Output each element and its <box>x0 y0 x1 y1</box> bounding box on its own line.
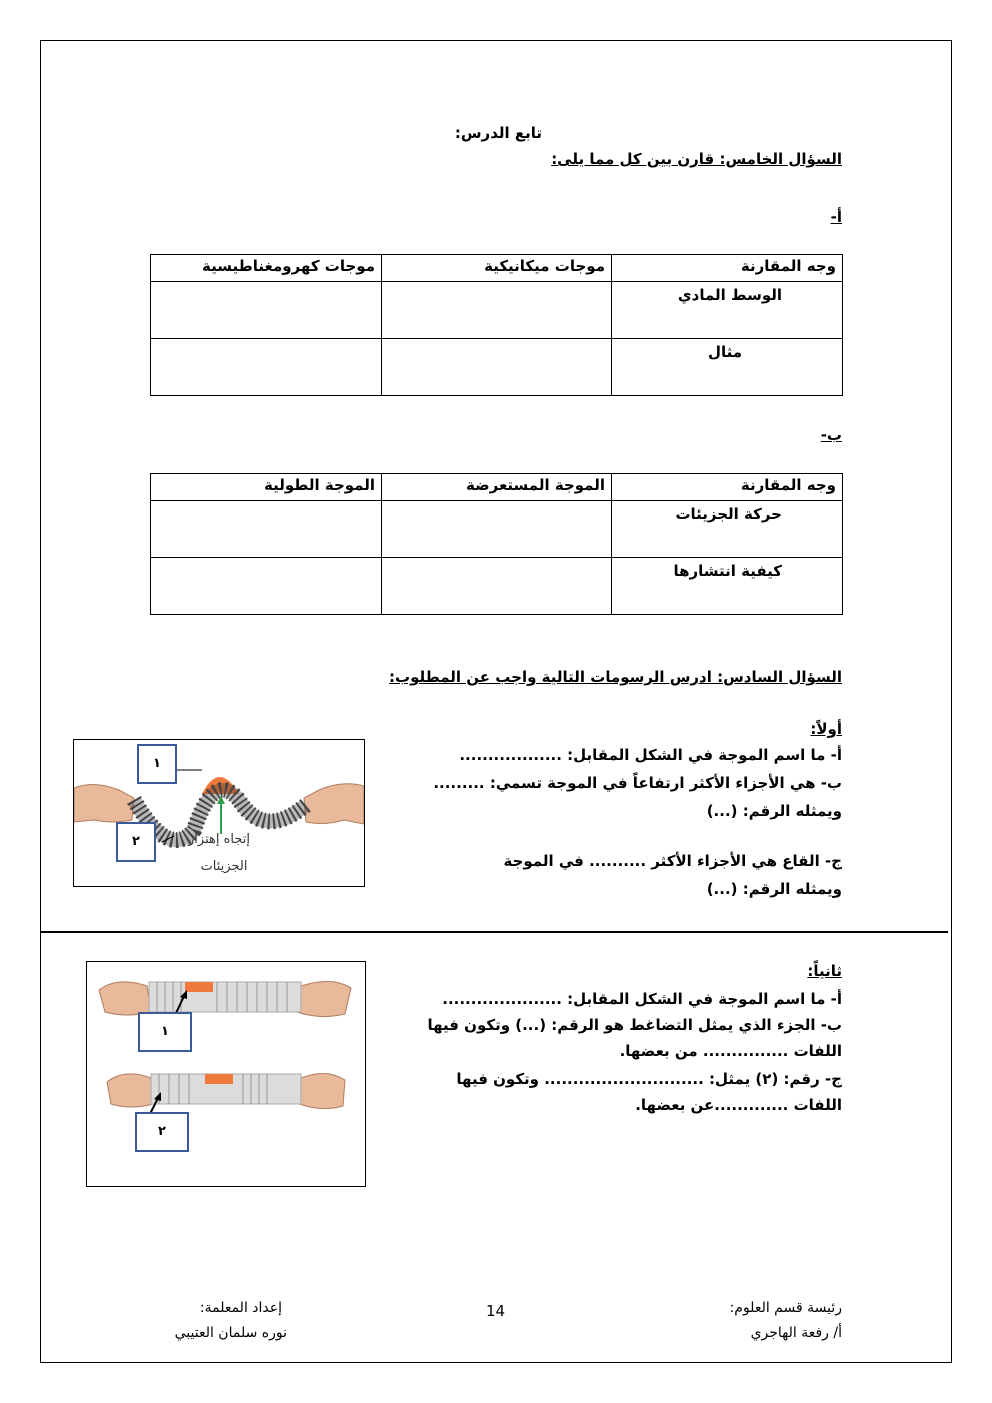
table-a-cell-answer[interactable] <box>151 339 382 396</box>
label-box-1: ١ <box>137 744 177 784</box>
slinky-transverse-illustration <box>74 740 364 886</box>
table-b-cell-answer[interactable] <box>382 558 612 615</box>
left-hand-icon <box>99 982 151 1015</box>
figure-caption-line1: إتجاه إهتزاز <box>188 832 250 847</box>
table-b-row-propagation: كيفية انتشارها <box>612 558 843 615</box>
comparison-table-b <box>150 473 843 615</box>
q6-second-line-a: أ- ما اسم الموجة في الشكل المقابل: ..................... <box>442 990 842 1008</box>
q6-second-heading: ثانياً: <box>807 962 842 980</box>
table-a-row-medium: الوسط المادي <box>612 282 843 339</box>
comparison-table-a <box>150 254 843 396</box>
table-b-header-longitudinal: الموجة الطولية <box>151 474 382 501</box>
slinky-longitudinal-illustration <box>87 962 365 1186</box>
q6-second-line-b: ب- الجزء الذي يمثل التضاغط هو الرقم: (...) وتكون فيها <box>427 1016 842 1034</box>
q6-first-line-a: أ- ما اسم الموجة في الشكل المقابل: .................. <box>459 746 842 764</box>
page-number: 14 <box>486 1302 506 1320</box>
right-hand-icon <box>297 981 351 1016</box>
label-box-2: ٢ <box>116 822 156 862</box>
left-hand-icon <box>74 784 134 822</box>
compression-highlight-icon <box>185 982 213 992</box>
section-divider <box>40 931 948 933</box>
q6-title: السؤال السادس: ادرس الرسومات التالية واجب عن المطلوب: <box>389 668 842 686</box>
q6-first-heading: أولاً: <box>810 720 842 738</box>
continued-heading: تابع الدرس: <box>454 124 542 142</box>
table-a-header-aspect: وجه المقارنة <box>612 255 843 282</box>
footer-head-name: أ/ رفعة الهاجري <box>750 1325 842 1341</box>
q6-second-line-c2: اللفات .............عن بعضها. <box>635 1096 842 1114</box>
right-hand-icon <box>299 1073 345 1108</box>
left-hand-icon <box>107 1074 153 1107</box>
table-a-cell-answer[interactable] <box>151 282 382 339</box>
q6-first-line-c2: ويمثله الرقم: (...) <box>706 880 842 898</box>
q5-title: السؤال الخامس: قارن بين كل مما يلى: <box>551 150 842 168</box>
transverse-wave-figure <box>73 739 365 887</box>
label-box-1: ١ <box>138 1012 192 1052</box>
table-b-cell-answer[interactable] <box>151 558 382 615</box>
q5-part-b-label: ب- <box>820 426 842 444</box>
q5-part-a-label: أ- <box>830 208 842 226</box>
table-b-cell-answer[interactable] <box>382 501 612 558</box>
slinky-coil-icon <box>149 982 301 1012</box>
table-a-row-example: مثال <box>612 339 843 396</box>
table-b-header-aspect: وجه المقارنة <box>612 474 843 501</box>
right-hand-icon <box>304 784 364 824</box>
table-a-header-mechanical: موجات ميكانيكية <box>382 255 612 282</box>
table-b-header-transverse: الموجة المستعرضة <box>382 474 612 501</box>
table-b-row-particles: حركة الجزيئات <box>612 501 843 558</box>
table-b-cell-answer[interactable] <box>151 501 382 558</box>
q6-first-line-b: ب- هي الأجزاء الأكثر ارتفاعاً في الموجة تسمي: ......... <box>433 774 842 792</box>
table-a-cell-answer[interactable] <box>382 282 612 339</box>
label-box-2: ٢ <box>135 1112 189 1152</box>
table-a-header-electromagnetic: موجات كهرومغناطيسية <box>151 255 382 282</box>
footer-teacher-name: نوره سلمان العتيبي <box>174 1325 287 1341</box>
q6-second-line-b2: اللفات ............... من بعضها. <box>619 1042 842 1060</box>
footer-head-title: رئيسة قسم العلوم: <box>729 1300 842 1316</box>
q6-first-line-c: ج- القاع هي الأجزاء الأكثر .......... في الموجة <box>503 852 842 870</box>
longitudinal-wave-figure <box>86 961 366 1187</box>
q6-first-line-b2: ويمثله الرقم: (...) <box>706 802 842 820</box>
table-a-cell-answer[interactable] <box>382 339 612 396</box>
q6-second-line-c: ج- رقم: (٢) يمثل: ............................ وتكون فيها <box>456 1070 842 1088</box>
compression-highlight-icon <box>205 1074 233 1084</box>
figure-caption-line2: الجزيئات <box>200 859 248 874</box>
footer-teacher-title: إعداد المعلمة: <box>199 1300 282 1316</box>
